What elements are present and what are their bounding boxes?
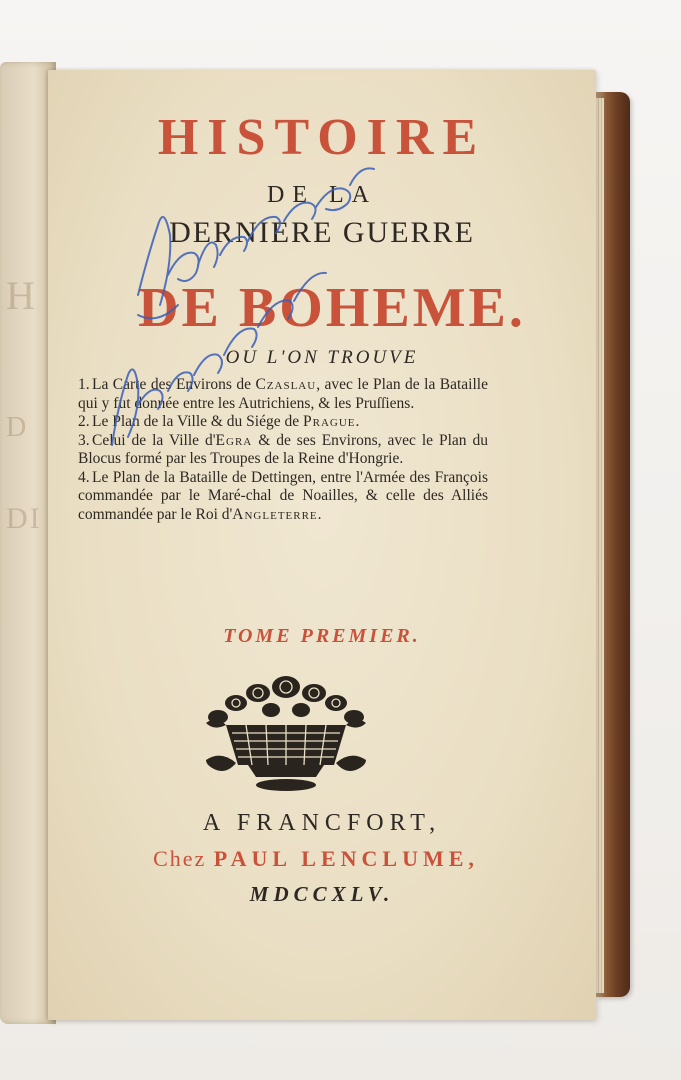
title-de-boheme: DE BOHEME.: [138, 277, 526, 339]
title-histoire: HISTOIRE: [157, 109, 487, 166]
subtitle-ou-lon-trouve: OU L'ON TROUVE: [225, 347, 419, 368]
contents-list: [78, 376, 488, 524]
contents-item: 2. Le Plan de la Ville & du Siége de Prague.: [78, 413, 360, 430]
imprint-place: A FRANCFORT,: [202, 810, 442, 836]
title-page: [48, 70, 596, 1020]
title-de-la: DE LA: [267, 182, 377, 208]
imprint-date: MDCCXLV.: [249, 882, 395, 906]
bleed-through-ghost: D: [6, 412, 29, 443]
flower-basket-ornament: [196, 665, 376, 795]
title-derniere-guerre: DERNIERE GUERRE: [169, 216, 475, 249]
contents-item: 3. Celui de la Ville d'Egra & de ses Environs, avec le Plan du Blocus formé par les Troupes de la Reine d'Hongrie.: [78, 431, 488, 467]
bleed-through-ghost: H: [6, 273, 37, 318]
contents-item: 4. Le Plan de la Bataille de Dettingen, entre l'Armée des François commandée par le Maré-chal de Noailles, & celle des Alliés commandée par le Roi d'Angleterre.: [78, 468, 488, 523]
publisher-name: PAUL LENCLUME,: [213, 846, 479, 871]
publisher-prefix: Chez: [153, 846, 214, 871]
volume-label: TOME PREMIER.: [223, 625, 421, 647]
imprint-publisher: [42, 846, 590, 872]
contents-item: 1. La Carte des Environs de Czaslau, avec le Plan de la Bataille qui y fut donnée entre les Autrichiens, & les Pruſſiens.: [78, 376, 488, 412]
bleed-through-ghost: DI: [6, 502, 42, 535]
